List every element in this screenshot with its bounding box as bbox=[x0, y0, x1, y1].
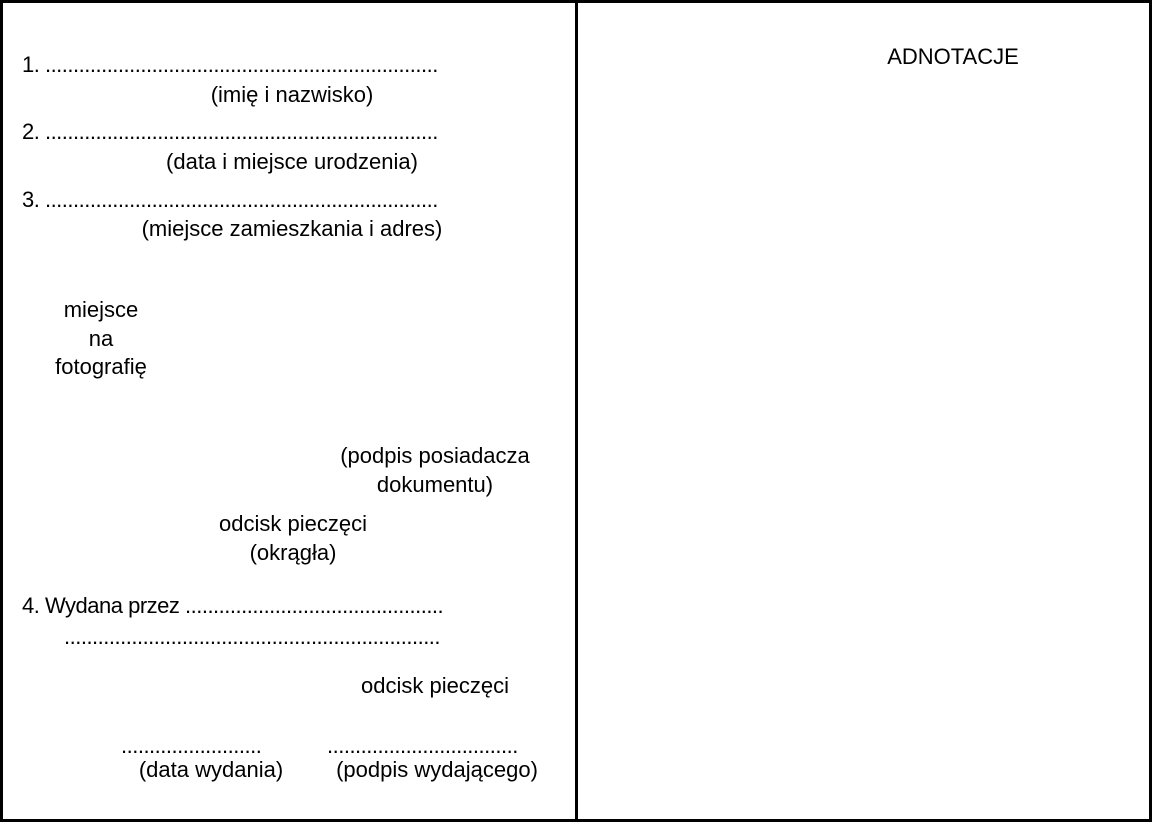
field-3-line[interactable]: 3. ...................................................................... bbox=[22, 187, 438, 212]
field-1-line[interactable]: 1. ...................................................................... bbox=[22, 52, 438, 77]
right-page-annotations bbox=[575, 0, 1152, 822]
round-seal-label-2: (okrągła) bbox=[249, 540, 337, 565]
issuer-signature-caption: (podpis wydającego) bbox=[336, 757, 538, 782]
issue-date-line[interactable]: ......................... bbox=[121, 733, 262, 758]
issue-date-caption: (data wydania) bbox=[138, 757, 284, 782]
field-2-caption: (data i miejsce urodzenia) bbox=[166, 149, 418, 174]
field-2-line[interactable]: 2. ...................................................................... bbox=[22, 119, 438, 144]
photo-placeholder-label-1: miejsce bbox=[63, 297, 139, 322]
photo-placeholder-label-2: na bbox=[88, 326, 114, 351]
issuer-signature-line[interactable]: .................................. bbox=[327, 733, 518, 758]
issued-by-line-2[interactable]: ................................................................... bbox=[64, 624, 441, 649]
issued-by-line-1[interactable]: 4. Wydana przez .............................................. bbox=[22, 593, 444, 618]
holder-signature-label-2: dokumentu) bbox=[376, 472, 494, 497]
photo-placeholder-label-3: fotografię bbox=[55, 354, 147, 379]
holder-signature-label-1: (podpis posiadacza bbox=[340, 443, 530, 468]
field-1-caption: (imię i nazwisko) bbox=[210, 82, 374, 107]
round-seal-label-1: odcisk pieczęci bbox=[219, 511, 367, 536]
annotations-title: ADNOTACJE bbox=[887, 44, 1019, 69]
seal-label: odcisk pieczęci bbox=[361, 673, 509, 698]
field-3-caption: (miejsce zamieszkania i adres) bbox=[141, 216, 443, 241]
